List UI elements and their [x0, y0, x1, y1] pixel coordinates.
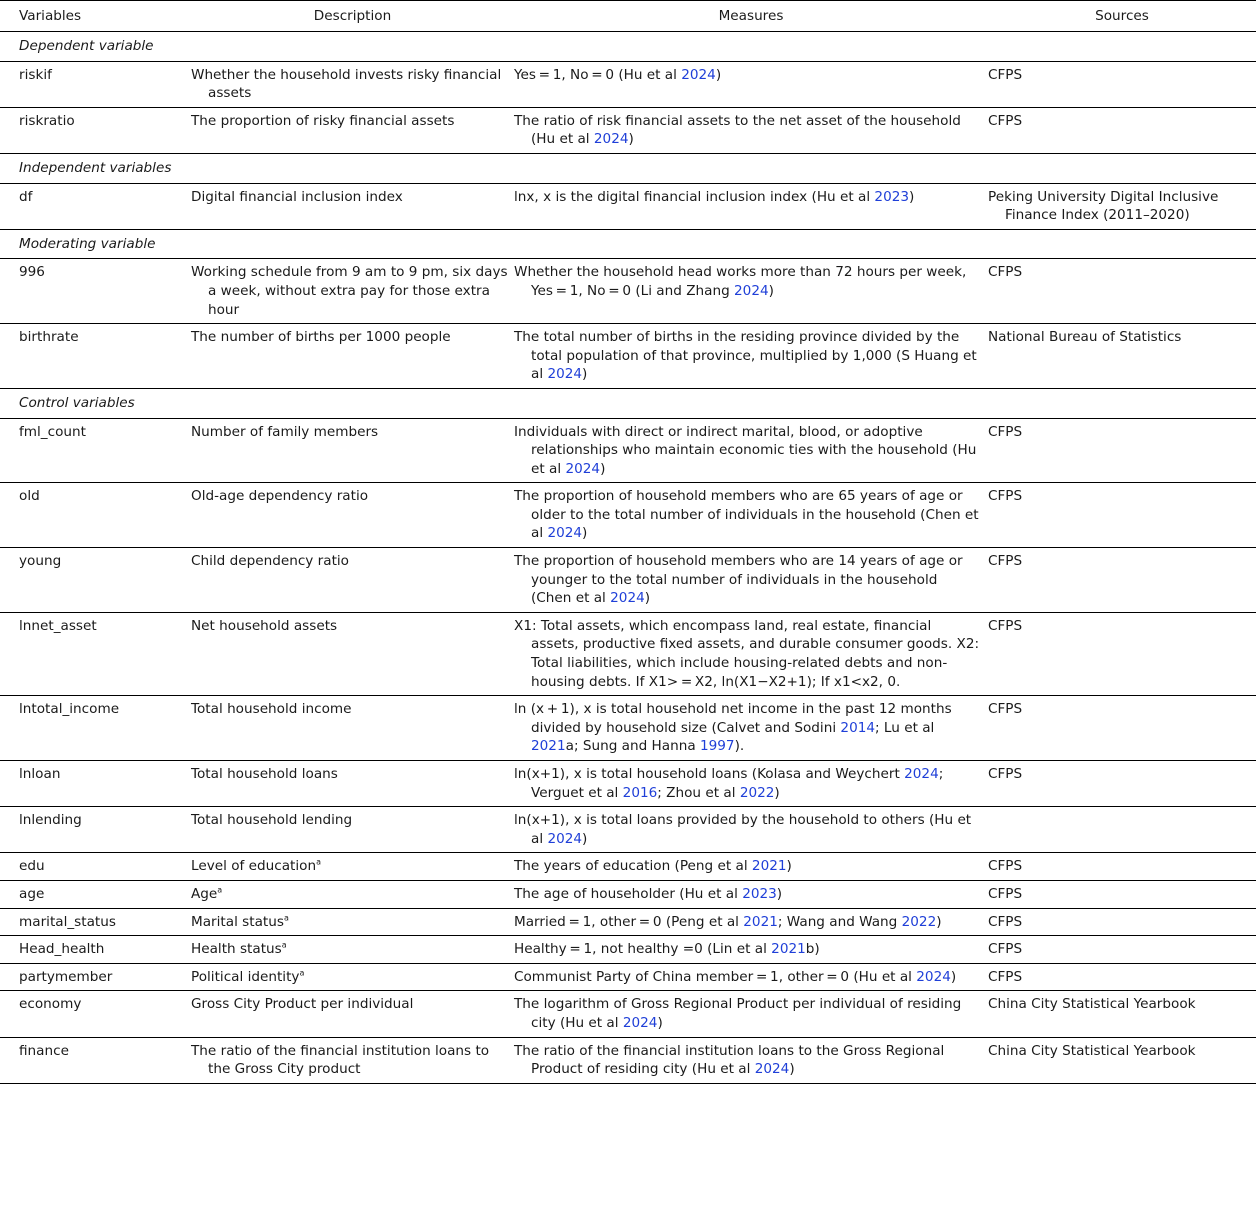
description-text	[191, 700, 508, 719]
measures-cell	[514, 761, 988, 807]
description-text	[191, 552, 508, 571]
measures-text	[514, 552, 982, 608]
citation-year-link[interactable]: 2024	[754, 1061, 790, 1078]
citation-year-link[interactable]: 2023	[874, 188, 910, 205]
variable-cell: birthrate	[0, 324, 191, 389]
sources-text: CFPS	[988, 858, 1023, 875]
measures-text	[514, 487, 982, 543]
measures-segment: ln (x + 1), x is total household net income in the past 12 months divided by household size (Calvet and Sodini	[514, 701, 952, 736]
table-row	[0, 936, 1256, 964]
header-sources: Sources	[988, 1, 1256, 32]
measures-cell	[514, 61, 988, 107]
citation-year-link[interactable]: 2021	[771, 941, 806, 958]
description-cell	[191, 963, 514, 991]
description-value: Child dependency ratio	[191, 553, 350, 570]
measures-segment: The ratio of risk financial assets to the net asset of the household (Hu et al	[514, 112, 961, 148]
measures-segment: )	[774, 784, 780, 801]
description-text	[191, 885, 508, 904]
variable-cell: young	[0, 548, 191, 613]
citation-year-link[interactable]: 1997	[699, 738, 735, 755]
table-row	[0, 259, 1256, 324]
variable-cell: finance	[0, 1037, 191, 1083]
sources-cell	[988, 807, 1256, 853]
description-cell	[191, 418, 514, 483]
measures-segment: )	[789, 1061, 795, 1078]
measures-segment: ; Lu et al	[875, 719, 935, 736]
description-text	[191, 423, 508, 442]
sources-cell	[988, 107, 1256, 153]
header-description: Description	[191, 1, 514, 32]
header-variables: Variables	[0, 1, 191, 32]
measures-text	[514, 423, 982, 479]
table-row	[0, 761, 1256, 807]
description-cell	[191, 612, 514, 695]
measures-cell	[514, 963, 988, 991]
measures-segment: )	[909, 188, 915, 205]
sources-cell	[988, 1037, 1256, 1083]
measures-cell	[514, 880, 988, 908]
sources-cell	[988, 418, 1256, 483]
measures-segment: The proportion of household members who are 14 years of age or younger to the total number of individuals in the household (Chen et al	[514, 553, 963, 607]
measures-segment: The proportion of household members who are 65 years of age or older to the total number of individuals in the household (Chen et al	[514, 488, 979, 542]
description-cell	[191, 853, 514, 881]
variable-cell: 996	[0, 259, 191, 324]
measures-segment: ; Verguet et al	[531, 766, 944, 801]
measures-text	[514, 857, 982, 876]
sources-text: CFPS	[988, 913, 1023, 930]
table-header	[0, 1, 1256, 32]
citation-year-link[interactable]: 2024	[547, 366, 583, 383]
table-row	[0, 991, 1256, 1037]
measures-segment: Individuals with direct or indirect marital, blood, or adoptive relationships who maintain economic ties with the household (Hu et al	[514, 423, 977, 477]
measures-segment: The age of householder (Hu et al	[514, 885, 743, 902]
measures-segment: The years of education (Peng et al	[514, 858, 752, 875]
measures-segment: )	[657, 1014, 663, 1031]
description-text	[191, 940, 508, 959]
sources-cell	[988, 259, 1256, 324]
sources-text: CFPS	[988, 66, 1023, 83]
footnote-marker: a	[281, 940, 287, 950]
measures-text	[514, 765, 982, 802]
variable-cell: riskratio	[0, 107, 191, 153]
measures-segment: ln(x+1), x is total household loans (Kolasa and Weychert	[514, 766, 905, 782]
variable-cell: lnnet_asset	[0, 612, 191, 695]
citation-year-link[interactable]: 2024	[681, 66, 716, 83]
sources-cell	[988, 696, 1256, 761]
table-row	[0, 483, 1256, 548]
table-row	[0, 696, 1256, 761]
sources-cell	[988, 548, 1256, 613]
section-label: Independent variables	[0, 153, 1256, 183]
measures-cell	[514, 936, 988, 964]
measures-cell	[514, 807, 988, 853]
measures-text	[514, 913, 982, 932]
description-text	[191, 263, 508, 319]
description-text	[191, 913, 508, 932]
measures-text	[514, 940, 982, 959]
description-text	[191, 995, 508, 1014]
section-row	[0, 153, 1256, 183]
variable-cell: age	[0, 880, 191, 908]
measures-segment: Whether the household head works more than 72 hours per week, Yes = 1, No = 0 (Li and Zhang	[514, 264, 967, 299]
variable-cell: fml_count	[0, 418, 191, 483]
measures-text	[514, 263, 982, 300]
table-row	[0, 418, 1256, 483]
measures-cell	[514, 483, 988, 548]
sources-text: China City Statistical Yearbook	[988, 1042, 1196, 1059]
sources-text: China City Statistical Yearbook	[988, 996, 1196, 1013]
sources-cell	[988, 183, 1256, 229]
measures-segment: )	[582, 366, 588, 383]
measures-cell	[514, 107, 988, 153]
description-cell	[191, 324, 514, 389]
description-cell	[191, 991, 514, 1037]
measures-segment: Yes = 1, No = 0 (Hu et al	[514, 66, 682, 83]
variable-cell: lntotal_income	[0, 696, 191, 761]
table-row	[0, 548, 1256, 613]
variable-cell: Head_health	[0, 936, 191, 964]
measures-cell	[514, 908, 988, 936]
measures-segment: The logarithm of Gross Regional Product per individual of residing city (Hu et al	[514, 996, 962, 1031]
citation-year-link[interactable]: 2021	[751, 858, 787, 875]
description-value: Digital financial inclusion index	[191, 188, 403, 205]
variable-cell: lnlending	[0, 807, 191, 853]
citation-year-link[interactable]: 2022	[739, 784, 775, 801]
measures-segment: b)	[805, 941, 820, 958]
measures-text	[514, 188, 982, 207]
measures-segment: X1: Total assets, which encompass land, real estate, financial assets, productive fixed assets, and durable consumer goods. X2: Total liabilities, which include housing-related debts and non-housing debts. If X1> = X2, ln(X1−X2+1); If x1<x2, 0.	[514, 617, 980, 690]
measures-segment: )	[776, 885, 783, 902]
measures-cell	[514, 259, 988, 324]
sources-cell	[988, 324, 1256, 389]
sources-text: CFPS	[988, 264, 1023, 281]
description-value: Age	[191, 885, 218, 902]
description-value: Number of family members	[191, 423, 379, 440]
citation-year-link[interactable]: 2024	[734, 282, 769, 299]
table-row	[0, 807, 1256, 853]
citation-year-link[interactable]: 2023	[742, 885, 777, 902]
sources-cell	[988, 936, 1256, 964]
citation-year-link[interactable]: 2024	[622, 1014, 658, 1031]
sources-text: CFPS	[988, 553, 1023, 570]
measures-segment: Healthy = 1, not healthy =0 (Lin et al	[514, 941, 772, 958]
measures-text	[514, 112, 982, 149]
description-text	[191, 968, 508, 987]
measures-text	[514, 995, 982, 1032]
description-cell	[191, 908, 514, 936]
measures-segment: The ratio of the financial institution loans to the Gross Regional Product of residing city (Hu et al	[514, 1042, 945, 1078]
description-value: Total household lending	[191, 812, 353, 829]
measures-segment: ln(x+1), x is total loans provided by the household to others (Hu et al	[514, 812, 972, 847]
sources-text: CFPS	[988, 423, 1023, 440]
description-value: Old-age dependency ratio	[191, 488, 369, 505]
measures-text	[514, 1042, 982, 1079]
description-value: Net household assets	[191, 617, 338, 634]
measures-segment: lnx, x is the digital financial inclusion index (Hu et al	[514, 188, 875, 205]
description-text	[191, 66, 508, 103]
description-text	[191, 487, 508, 506]
description-cell	[191, 761, 514, 807]
sources-text: National Bureau of Statistics	[988, 329, 1182, 346]
measures-segment: )	[768, 282, 774, 299]
variable-cell: old	[0, 483, 191, 548]
description-value: The number of births per 1000 people	[191, 329, 451, 346]
description-cell	[191, 1037, 514, 1083]
sources-cell	[988, 61, 1256, 107]
description-text	[191, 328, 508, 347]
citation-year-link[interactable]: 2024	[565, 460, 601, 477]
description-text	[191, 811, 508, 830]
sources-text: CFPS	[988, 885, 1023, 902]
table-row	[0, 612, 1256, 695]
measures-segment: )	[628, 131, 634, 148]
variable-cell: lnloan	[0, 761, 191, 807]
table-row	[0, 880, 1256, 908]
measures-segment: )	[582, 830, 588, 847]
measures-segment: The total number of births in the residing province divided by the total population of that province, multiplied by 1,000 (S Huang et al	[514, 329, 977, 383]
citation-year-link[interactable]: 2021	[743, 913, 778, 930]
citation-year-link[interactable]: 2024	[904, 766, 939, 782]
table-body	[0, 32, 1256, 1084]
citation-year-link[interactable]: 2021	[531, 738, 566, 755]
sources-cell	[988, 483, 1256, 548]
variable-cell: economy	[0, 991, 191, 1037]
measures-segment: ; Wang and Wang	[777, 913, 902, 930]
sources-cell	[988, 853, 1256, 881]
measures-segment: )	[582, 525, 588, 542]
table-row	[0, 1037, 1256, 1083]
measures-cell	[514, 324, 988, 389]
citation-year-link[interactable]: 2024	[610, 590, 645, 607]
footnote-marker: a	[299, 968, 305, 978]
description-value: Whether the household invests risky financial assets	[191, 66, 502, 102]
footnote-marker: a	[217, 885, 223, 895]
citation-year-link[interactable]: 2014	[840, 719, 876, 736]
measures-segment: Married = 1, other = 0 (Peng et al	[514, 913, 744, 930]
measures-segment: ; Zhou et al	[657, 784, 740, 801]
sources-text: Peking University Digital Inclusive Finance Index (2011–2020)	[988, 188, 1219, 224]
description-cell	[191, 936, 514, 964]
section-row	[0, 32, 1256, 62]
sources-cell	[988, 908, 1256, 936]
description-text	[191, 112, 508, 131]
description-value: Marital status	[191, 913, 284, 930]
description-cell	[191, 483, 514, 548]
sources-cell	[988, 880, 1256, 908]
measures-segment: a; Sung and Hanna	[565, 738, 700, 755]
table-row	[0, 853, 1256, 881]
section-row	[0, 229, 1256, 259]
sources-text: CFPS	[988, 617, 1023, 634]
variable-cell: edu	[0, 853, 191, 881]
citation-year-link[interactable]: 2024	[547, 830, 583, 847]
description-value: The ratio of the financial institution loans to the Gross City product	[191, 1042, 490, 1078]
description-cell	[191, 183, 514, 229]
footnote-marker: a	[316, 857, 321, 867]
measures-text	[514, 885, 982, 904]
measures-cell	[514, 696, 988, 761]
description-value: Total household loans	[191, 766, 338, 782]
sources-text: CFPS	[988, 766, 1023, 782]
citation-year-link[interactable]: 2024	[547, 525, 583, 542]
description-value: The proportion of risky financial assets	[191, 112, 455, 129]
measures-cell	[514, 1037, 988, 1083]
sources-text: CFPS	[988, 112, 1023, 129]
section-label: Dependent variable	[0, 32, 1256, 62]
section-label: Moderating variable	[0, 229, 1256, 259]
description-cell	[191, 107, 514, 153]
sources-cell	[988, 761, 1256, 807]
citation-year-link[interactable]: 2022	[901, 913, 937, 930]
description-cell	[191, 548, 514, 613]
description-cell	[191, 807, 514, 853]
description-cell	[191, 259, 514, 324]
measures-segment: )	[644, 590, 651, 607]
citation-year-link[interactable]: 2024	[916, 968, 951, 985]
measures-text	[514, 811, 982, 848]
sources-cell	[988, 991, 1256, 1037]
measures-segment: )	[600, 460, 606, 477]
sources-text: CFPS	[988, 488, 1023, 505]
measures-text	[514, 968, 982, 987]
section-label: Control variables	[0, 388, 1256, 418]
measures-segment: Communist Party of China member = 1, other = 0 (Hu et al	[514, 968, 917, 985]
sources-text: CFPS	[988, 701, 1023, 718]
description-text	[191, 188, 508, 207]
description-text	[191, 617, 508, 636]
table-row	[0, 183, 1256, 229]
description-text	[191, 857, 508, 876]
description-value: Level of education	[191, 858, 317, 875]
variable-cell: partymember	[0, 963, 191, 991]
sources-text: CFPS	[988, 941, 1023, 958]
sources-text: CFPS	[988, 968, 1023, 985]
measures-segment: )	[950, 968, 957, 985]
footnote-marker: a	[283, 913, 289, 923]
table-row	[0, 963, 1256, 991]
measures-cell	[514, 991, 988, 1037]
description-cell	[191, 696, 514, 761]
sources-cell	[988, 612, 1256, 695]
measures-text	[514, 328, 982, 384]
header-row	[0, 1, 1256, 32]
description-text	[191, 1042, 508, 1079]
header-measures: Measures	[514, 1, 988, 32]
table-row	[0, 324, 1256, 389]
variable-cell: riskif	[0, 61, 191, 107]
measures-text	[514, 66, 982, 85]
measures-cell	[514, 548, 988, 613]
variable-cell: marital_status	[0, 908, 191, 936]
description-value: Health status	[191, 941, 282, 958]
description-value: Gross City Product per individual	[191, 996, 414, 1013]
sources-cell	[988, 963, 1256, 991]
measures-segment: )	[936, 913, 942, 930]
citation-year-link[interactable]: 2024	[593, 131, 629, 148]
description-text	[191, 765, 508, 784]
description-value: Working schedule from 9 am to 9 pm, six days a week, without extra pay for those extra hour	[191, 264, 508, 318]
description-cell	[191, 880, 514, 908]
measures-cell	[514, 183, 988, 229]
table-row	[0, 107, 1256, 153]
citation-year-link[interactable]: 2016	[622, 784, 658, 801]
measures-segment: )	[786, 858, 792, 875]
table-row	[0, 908, 1256, 936]
description-value: Total household income	[191, 701, 352, 718]
measures-text	[514, 700, 982, 756]
description-value: Political identity	[191, 968, 300, 985]
measures-cell	[514, 418, 988, 483]
measures-text	[514, 617, 982, 691]
description-cell	[191, 61, 514, 107]
section-row	[0, 388, 1256, 418]
measures-cell	[514, 853, 988, 881]
measures-cell	[514, 612, 988, 695]
table-row	[0, 61, 1256, 107]
measures-segment: ).	[734, 738, 745, 755]
measures-segment: )	[715, 66, 722, 83]
variable-cell: df	[0, 183, 191, 229]
